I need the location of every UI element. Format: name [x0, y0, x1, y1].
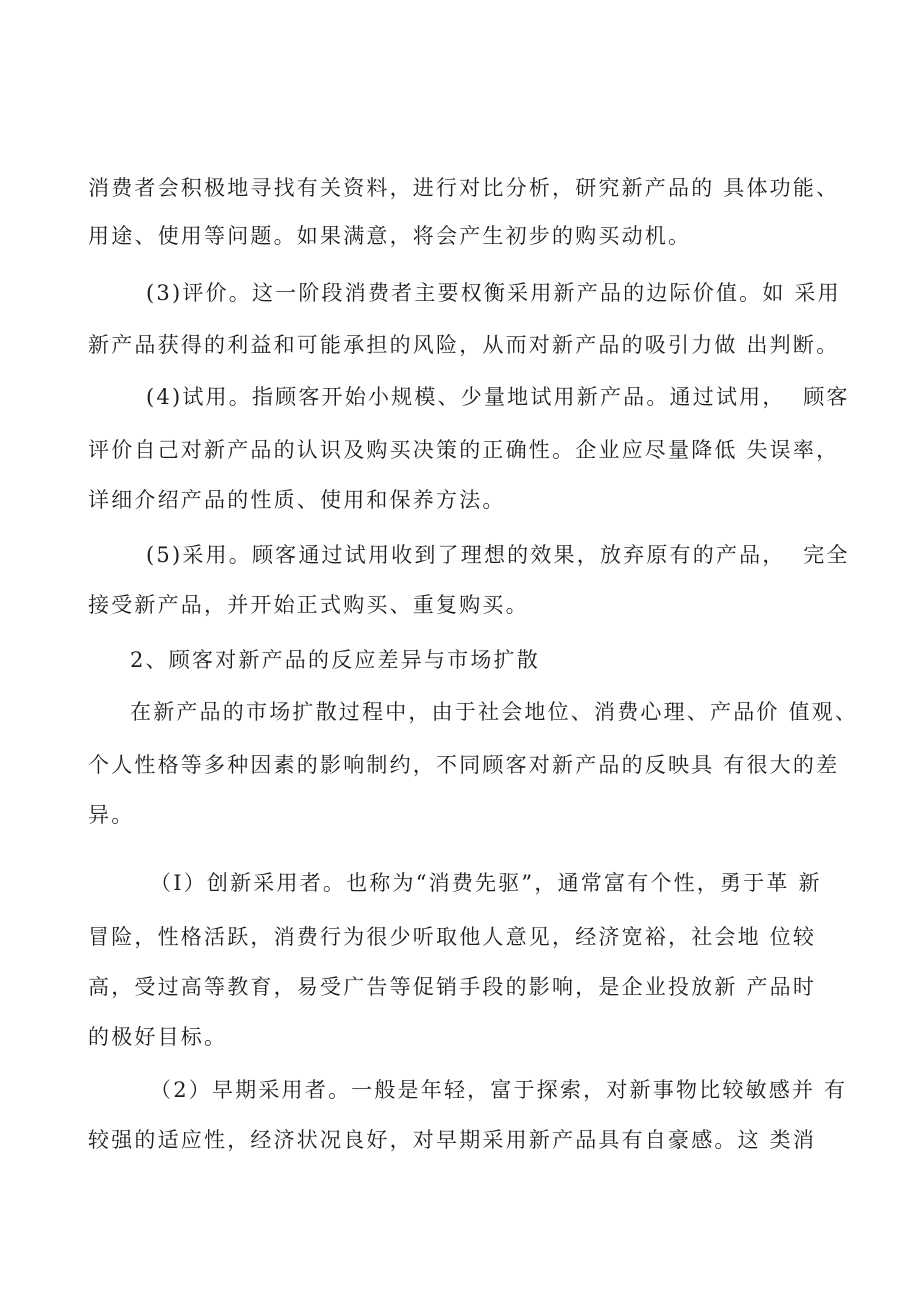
paragraph-2-line-3: 异。	[88, 803, 135, 827]
early-adopters-line-2: 较强的适应性，经济状况良好，对早期采用新产品具有自豪感。这 类消	[88, 1128, 817, 1152]
paragraph-2-line-2: 个人性格等多种因素的影响制约，不同顾客对新产品的反映具 有很大的差	[88, 753, 840, 777]
innovators-line-3: 高，受过高等教育，易受广告等促销手段的影响，是企业投放新 产品时	[88, 975, 817, 999]
innovators-line-4: 的极好目标。	[88, 1025, 228, 1049]
paragraph-1-line-2: 用途、使用等问题。如果满意，将会产生初步的购买动机。	[88, 224, 692, 248]
paragraph-1-line-1: 消费者会积极地寻找有关资料，进行对比分析，研究新产品的 具体功能、	[88, 176, 840, 200]
innovators-line-2: 冒险，性格活跃，消费行为很少听取他人意见，经济宽裕，社会地 位较	[88, 925, 817, 949]
item-4-trial-line-3: 详细介绍产品的性质、使用和保养方法。	[88, 488, 506, 512]
innovators-line-1: （I）创新采用者。也称为“消费先驱”，通常富有个性，勇于革 新	[150, 871, 822, 895]
item-4-trial-line-1: (4)试用。指顾客开始小规模、少量地试用新产品。通过试用， 顾客	[146, 385, 850, 409]
item-3-evaluation-line-1: (3)评价。这一阶段消费者主要权衡采用新产品的边际价值。如 采用	[146, 281, 841, 305]
early-adopters-line-1: （2）早期采用者。一般是年轻，富于探索，对新事物比较敏感并 有	[150, 1078, 848, 1102]
section-heading-2: 2、顾客对新产品的反应差异与市场扩散	[130, 648, 540, 672]
item-5-adoption-line-2: 接受新产品，并开始正式购买、重复购买。	[88, 593, 529, 617]
item-4-trial-line-2: 评价自己对新产品的认识及购买决策的正确性。企业应尽量降低 失误率，	[88, 438, 840, 462]
item-3-evaluation-line-2: 新产品获得的利益和可能承担的风险，从而对新产品的吸引力做 出判断。	[88, 333, 840, 357]
paragraph-2-line-1: 在新产品的市场扩散过程中，由于社会地位、消费心理、产品价 值观、	[130, 700, 859, 724]
item-5-adoption-line-1: (5)采用。顾客通过试用收到了理想的效果，放弃原有的产品， 完全	[146, 543, 850, 567]
